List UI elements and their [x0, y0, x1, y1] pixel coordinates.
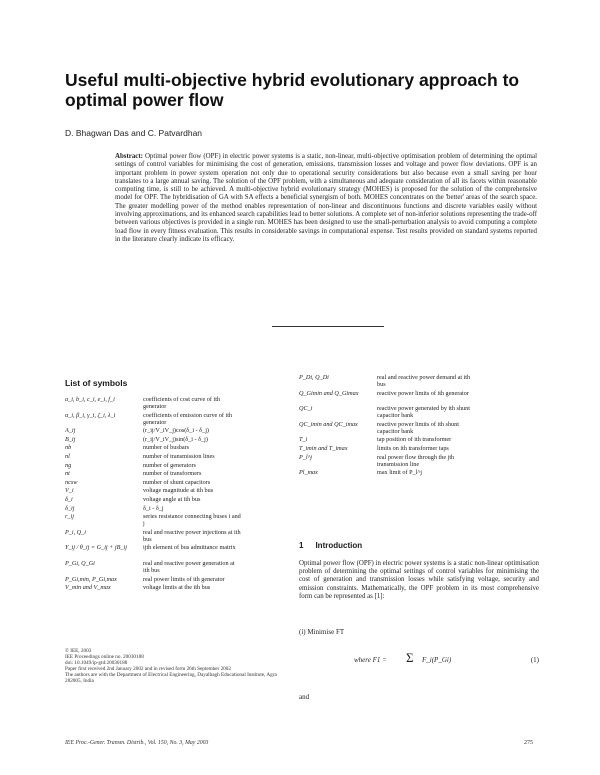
- symbol-row: [65, 487, 243, 494]
- symbol-description: reactive power limits of ith generator: [377, 389, 469, 397]
- symbol: Pl_max: [299, 469, 318, 477]
- symbol-description: number of transformers: [143, 470, 202, 478]
- symbol-description: tap position of ith transformer: [377, 436, 452, 444]
- introduction-text: Optimal power flow (OPF) in electric power systems is a static non-linear optimisation problem of determining the optimal settings of control variables for minimising the cost of generation and transmission losses while satisfying voltage, security and emission constraints. Mathematically, the OPF problem in its most comprehensive form can be represented as [1]:: [299, 560, 539, 600]
- symbol-description: coefficients of emission curve of ith generator: [143, 411, 233, 426]
- symbol: ncsw: [65, 478, 78, 486]
- paper-authors: D. Bhagwan Das and C. Patvardhan: [65, 128, 203, 138]
- symbol-row: [65, 544, 243, 558]
- symbol: P_l^j: [299, 453, 312, 461]
- symbol: a_i, b_i, c_i, e_i, f_i: [65, 396, 115, 403]
- equation-number: (1): [530, 656, 539, 664]
- symbol-row: [299, 374, 477, 388]
- abstract: [115, 153, 537, 244]
- symbol-row: [65, 505, 243, 512]
- symbol: Y_ij / θ_ij = G_ij + jB_ij: [65, 544, 127, 552]
- symbol: B_ij: [65, 435, 76, 443]
- symbol-description: real and reactive power injections at ith bus: [143, 528, 241, 543]
- symbol-row: [65, 576, 243, 583]
- symbol-row: [65, 513, 243, 527]
- section-number: 1: [299, 541, 304, 550]
- symbol: ng: [65, 461, 72, 469]
- symbol-row: [65, 560, 243, 574]
- symbol: T_i: [299, 436, 308, 444]
- symbol-row: [65, 453, 243, 460]
- symbol-description: (r_ij/V_iV_j)cos(δ_i - δ_j): [143, 427, 209, 435]
- symbol: nl: [65, 453, 70, 460]
- abstract-label: Abstract:: [115, 153, 143, 160]
- symbol-description: number of shunt capacitors: [143, 478, 211, 486]
- symbol: QC_i: [299, 405, 313, 413]
- paper-title: Useful multi-objective hybrid evolutionary approach to optimal power flow: [65, 70, 520, 110]
- symbol: V_i: [65, 487, 74, 495]
- page-number: 275: [524, 740, 533, 746]
- symbol-description: voltage magnitude at ith bus: [143, 487, 214, 495]
- symbol: P_Di, Q_Di: [299, 374, 329, 381]
- symbol-row: [65, 529, 243, 543]
- symbol-row: [299, 445, 477, 452]
- symbol: nb: [65, 444, 72, 452]
- symbol: P_i, Q_i: [65, 528, 86, 536]
- symbol-description: ijth element of bus admittance matrix: [143, 544, 236, 552]
- equation-lhs: where F1 =: [354, 656, 387, 664]
- symbol-description: number of generators: [143, 461, 196, 469]
- symbol-description: real and reactive power demand at ith bus: [377, 374, 471, 388]
- symbol: δ_ij: [65, 504, 75, 512]
- symbol: nt: [65, 470, 70, 478]
- symbol-row: [65, 436, 243, 443]
- footnote-line: The authors are with the Department of Electrical Engineering, Dayalbagh Educational Institute, Agra 282005, India: [65, 672, 277, 685]
- minimise-item: (i) Minimise FT: [299, 628, 345, 636]
- symbol-description: limits on ith transformer taps: [377, 445, 449, 452]
- symbol-description: real and reactive power generation at ith bus: [143, 560, 235, 574]
- and-text: and: [299, 693, 310, 701]
- symbol-description: real power flow through the jth transmission line: [377, 453, 455, 468]
- symbol: T_imin and T_imax: [299, 445, 348, 452]
- abstract-text: Optimal power flow (OPF) in electric power systems is a static, non-linear, multi-objective optimisation problem of determining the optimal settings of control variables for minimising the cost of generation, emissions, transmission losses and voltage and power flow deviations. OPF is an important problem in power system operation not only due to operational security considerations but also because even a small saving per hour translates to a large annual saving. The solution of the OPF problem, with a simultaneous and adequate consideration of all its facets within reasonable computing time, is still to be achieved. A multi-objective hybrid evolutionary strategy (MOHES) is proposed for the solution of the comprehensive model for OPF. The hybridisation of GA with SA effects a beneficial synergism of both. MOHES concentrates on the 'better' areas of the search space. The greater modelling power of the method enables representation of non-linear and discontinuous functions and discrete variables easily without involving approximations, and its enhanced search capabilities lead to better solutions. A complete set of non-inferior solutions representing the trade-off between various objectives is provided in a single run. MOHES has been designed to use the small-perturbation analysis to avoid computing a complete load flow in every fitness evaluation. This results in considerable savings in computational expense. Test results provided on standard systems reported in the literature clearly indicate its efficacy.: [115, 153, 538, 243]
- equation-rhs: F_i(P_Gi): [422, 656, 452, 664]
- symbol-description: series resistance connecting buses i and j: [143, 513, 241, 528]
- symbol-description: voltage angle at ith bus: [143, 496, 201, 503]
- symbol: Q_Gimin and Q_Gimax: [299, 389, 359, 397]
- symbol-row: [65, 444, 243, 451]
- symbol-description: reactive power limits of ith shunt capacitor bank: [377, 420, 459, 435]
- symbol: V_min and V_max: [65, 584, 111, 592]
- symbol: A_ij: [65, 427, 76, 435]
- symbol-row: [299, 436, 477, 443]
- section-divider: [272, 326, 384, 327]
- symbol-row: [299, 454, 477, 468]
- symbol-row: [65, 470, 243, 477]
- footnote-line: doi: 10.1049/ip-gtd:20030188: [65, 660, 128, 667]
- summation-symbol: Σ: [406, 650, 414, 665]
- symbol-row: [299, 469, 477, 476]
- symbol-row: [299, 390, 477, 404]
- symbol-description: coefficients of cost curve of ith generator: [143, 396, 221, 410]
- equation-1: [354, 648, 539, 674]
- symbol-row: [65, 412, 243, 426]
- symbol: δ_i: [65, 496, 73, 503]
- footnote-line: Paper first received 2nd January 2002 and in revised form 26th September 2002: [65, 666, 231, 673]
- symbol: QC_imin and QC_imax: [299, 420, 358, 428]
- symbol-row: [299, 405, 477, 419]
- symbol: P_Gi,min, P_Gi,max: [65, 575, 117, 583]
- section-title: Introduction: [315, 541, 363, 550]
- symbol-description: voltage limits at the ith bus: [143, 584, 211, 592]
- introduction-heading: [299, 541, 374, 550]
- symbol-description: real power limits of ith generator: [143, 575, 225, 583]
- symbol-row: [65, 396, 243, 410]
- footnotes: [65, 648, 285, 685]
- symbol-row: [299, 421, 477, 435]
- symbol-description: max limit of P_l^j: [377, 469, 423, 477]
- symbol-description: number of busbars: [143, 444, 190, 452]
- symbol: r_ij: [65, 513, 74, 521]
- symbol-row: [65, 479, 243, 486]
- list-of-symbols-heading: List of symbols: [65, 378, 128, 388]
- footnote-line: © IEE, 2003: [65, 648, 92, 654]
- symbol-description: number of transmission lines: [143, 453, 215, 460]
- symbol-row: [65, 584, 243, 591]
- symbol-description: δ_i - δ_j: [143, 504, 164, 512]
- symbol: P_Gi, Q_Gi: [65, 560, 95, 567]
- symbol: α_i, β_i, γ_i, ζ_i, λ_i: [65, 411, 116, 419]
- symbol-row: [65, 496, 243, 503]
- symbol-description: (r_ij/V_iV_j)sin(δ_i - δ_j): [143, 435, 208, 443]
- journal-reference: IEE Proc.-Gener. Transm. Distrib., Vol. 150, No. 3, May 2003: [65, 740, 209, 746]
- symbol-row: [65, 462, 243, 469]
- symbol-description: reactive power generated by ith shunt capacitor bank: [377, 405, 470, 420]
- footnote-line: IEE Proceedings online no. 20030188: [65, 654, 144, 661]
- symbol-row: [65, 427, 243, 434]
